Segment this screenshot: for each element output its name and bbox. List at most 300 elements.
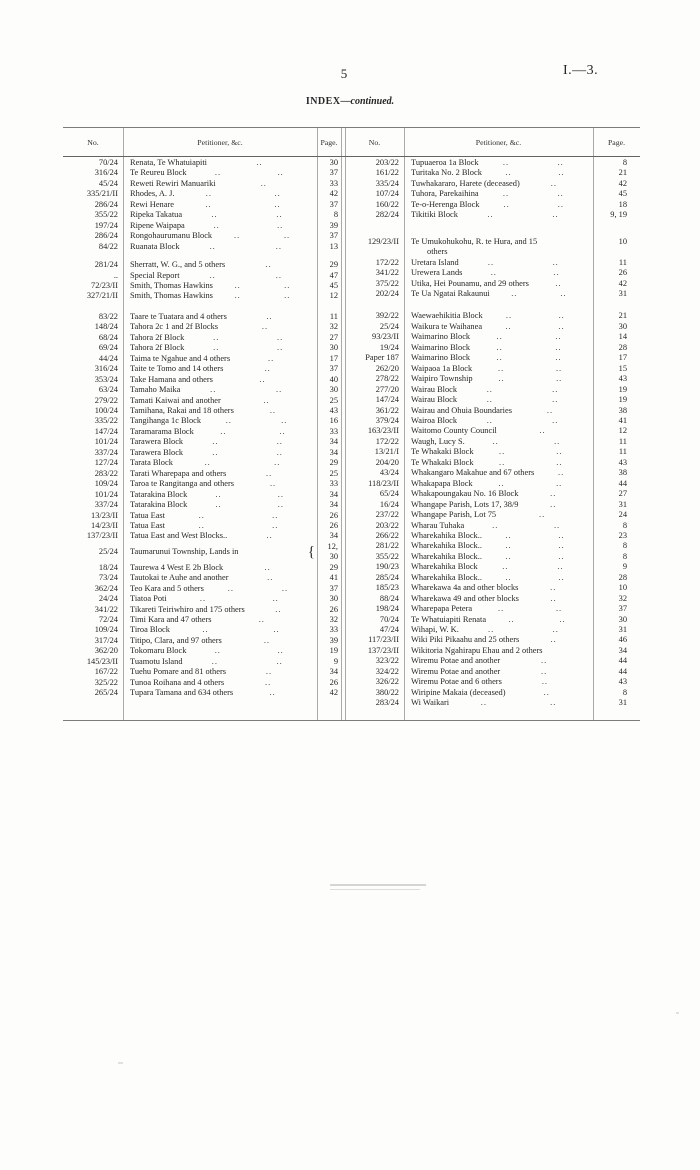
petitioner-name-cell [123,573,317,583]
leader-dots [470,343,588,353]
leader-dots [464,521,588,531]
petitioner-name-cell [123,584,317,594]
leader-dot-group: .. [558,468,565,478]
leader-dot-group: .. [505,530,512,540]
leader-dot-group: .. [256,158,263,167]
leader-dot-group: .. [558,168,565,178]
leader-dot-group: .. [550,635,557,645]
table-row [63,231,341,241]
petition-number: 70/24 [379,614,399,624]
table-row [345,573,640,583]
brace-glyph: { [307,543,315,560]
table-row [63,531,341,541]
page-ref: 42 [618,278,627,288]
leader-dots [234,406,312,416]
petition-number: 137/23/II [86,531,118,541]
petition-number: 148/24 [94,322,118,332]
petitioner-name: Smith, Thomas Hawkins [130,280,213,290]
leader-dots [213,291,312,301]
petition-number: 84/22 [98,241,118,251]
table-row [63,416,341,426]
table-row [63,179,341,189]
leader-dot-group: .. [559,614,566,624]
leader-dots [459,258,588,268]
page-ref: 26 [329,677,338,687]
leader-dots [174,189,312,199]
table-row [345,395,640,405]
petitioner-name: Whakapoungakau No. 16 Block [411,489,519,499]
petition-number: 72/23/II [91,280,118,290]
petitioner-name-cell [123,678,317,688]
leader-dot-group: .. [486,395,493,405]
page-ref: 26 [618,268,627,278]
leader-dot-group: .. [488,625,495,635]
table-row [345,489,640,499]
page-ref: 34 [618,645,627,655]
table-row [345,447,640,457]
petitioner-name-cell [404,268,593,278]
page-ref: 30 [329,158,338,167]
table-row [345,237,640,247]
petitioner-name: Te Ua Ngatai Rakaunui [411,288,490,298]
leader-dot-group: .. [213,343,220,353]
page-ref: 37 [329,364,338,374]
petition-number: 281/22 [375,541,399,551]
leader-dot-group: .. [541,656,548,666]
table-row [345,189,640,199]
table-row-continuation [345,247,640,257]
header-petitioner-right: Petitioner, &c. [475,137,522,147]
table-row [345,583,640,593]
petition-number: 277/20 [375,384,399,394]
page-ref: 19 [618,395,627,405]
leader-dot-group: .. [552,395,559,405]
table-row [63,168,341,178]
petitioner-name: Waimarino Block [411,332,471,342]
page-ref: 12, [327,541,338,551]
petition-number: 118/23/II [368,478,399,488]
page-ref: 30 [329,385,338,395]
petitioner-name-cell [404,615,593,625]
page-ref: 9, 19 [610,210,627,220]
leader-dot-group: .. [275,270,282,280]
leader-dot-group: .. [213,220,220,230]
leader-dot-group: .. [276,343,284,353]
leader-dots [180,271,312,281]
table-row [63,490,341,500]
petitioner-name-cell [404,158,593,168]
petitioner-name-cell [404,635,593,645]
table-body-right-half [345,158,640,709]
table-row [345,677,640,687]
leader-dots [457,385,588,395]
petitioner-name-continued: others [427,247,448,257]
petitioner-name-cell [404,479,593,489]
page-ref: 44 [618,656,627,666]
petitioner-name-cell [123,437,317,447]
petition-number: 198/24 [375,604,399,614]
leader-dots [212,615,312,625]
leader-dots [500,656,588,666]
petitioner-name-cell [123,281,317,291]
petition-number: 25/24 [98,546,118,556]
petitioner-name: Ripene Waipapa [130,220,185,230]
petition-number: 172/22 [375,257,399,267]
leader-dots [227,531,312,541]
table-row [63,479,341,489]
petitioner-name: Taima te Ngahue and 4 others [130,353,231,363]
leader-dot-group: .. [539,426,546,436]
leader-dots [482,168,588,178]
petitioner-name-cell [404,311,593,321]
page-ref: 26 [329,520,338,530]
page-ref: 8 [333,210,338,220]
page-ref: 29 [329,260,338,270]
table-row [63,343,341,353]
page-ref: 18 [618,199,627,209]
leader-dot-group: .. [274,189,281,199]
leader-dot-group: .. [277,646,284,656]
leader-dot-group: .. [212,447,219,457]
table-row [63,605,341,615]
petitioner-name: Te Whakaki Block [411,457,474,467]
leader-dot-group: .. [555,353,562,363]
petitioner-name: Te Whakaki Block [411,447,474,457]
leader-dots [474,458,588,468]
leader-dot-group: .. [558,551,565,561]
petition-number: 265/24 [94,688,118,698]
petitioner-name: Sherratt, W. G., and 5 others [130,260,226,270]
petitioner-name-cell [123,458,317,468]
petitioner-name-cell [404,521,593,531]
leader-dots [496,510,588,520]
petitioner-name-cell [123,511,317,521]
leader-dots [478,562,588,572]
petitioner-name: Wiki Piki Pikaahu and 25 others [411,635,520,645]
scan-speck [676,1012,679,1014]
petition-number: 161/22 [375,168,399,178]
leader-dots [479,200,588,210]
page-ref: 23 [618,530,627,540]
table-row [345,289,640,299]
petition-number: 129/23/II [367,236,399,246]
petition-number: 355/22 [375,551,399,561]
petitioner-name-cell [404,179,593,189]
leader-dots [183,437,312,447]
leader-dot-group: .. [555,332,562,342]
page-ref: 42 [329,688,338,698]
leader-dot-group: .. [487,210,494,220]
leader-dot-group: .. [556,457,563,467]
petitioner-name-cell [123,657,317,667]
petitioner-name: Tupuaeroa 1a Block [411,158,479,167]
index-table [63,127,640,721]
petitioner-name-cell [404,500,593,510]
leader-dot-group: .. [541,677,549,687]
page-ref: 17 [618,353,627,363]
page-ref: 39 [329,635,338,645]
page-ref: 43 [618,677,627,687]
page-ref: 32 [329,322,338,332]
scan-speck [118,1062,123,1064]
leader-dot-group: .. [269,479,277,489]
petition-number: 316/24 [94,168,118,178]
leader-dots [457,395,588,405]
petitioner-name-cell [404,200,593,210]
table-row [63,500,341,510]
leader-dot-group: .. [492,436,499,446]
leader-dots [490,289,588,299]
page-ref: 37 [329,199,338,209]
leader-dot-group: .. [209,241,216,251]
petitioner-name-cell [123,563,317,573]
petitioner-name-cell [123,322,317,332]
petition-number: 375/22 [375,278,399,288]
page-ref: 13 [329,241,338,251]
petitioner-name: Tatua East [130,520,165,530]
petitioner-name-cell [123,427,317,437]
leader-dot-group: .. [265,667,273,677]
petitioner-name-cell [404,604,593,614]
petitioner-name: Wairau Block [411,384,458,394]
leader-dots [482,541,588,551]
petitioner-name: Waipiro Township [411,374,473,384]
petitioner-name: Te Reureu Block [130,168,187,178]
petitioner-name-cell [404,594,593,604]
petitioner-name: Utika, Hei Pounamu, and 29 others [411,278,529,288]
table-row [63,312,341,322]
petition-number: 47/24 [379,625,399,635]
petition-number: 361/22 [375,405,399,415]
table-row [345,437,640,447]
leader-dot-group: .. [276,210,283,220]
leader-dots [227,312,312,322]
leader-dots [218,322,312,332]
leader-dots [170,625,312,635]
petition-number: 204/20 [375,457,399,467]
leader-dot-group: .. [555,604,563,614]
leader-dots [184,343,312,353]
table-row [345,500,640,510]
petition-number: 326/22 [375,677,399,687]
petition-number: 335/22 [94,416,118,426]
table-row [63,189,341,199]
petitioner-name: Uretara Island [411,257,459,267]
leader-dots [482,573,588,583]
leader-dot-group: .. [210,385,217,395]
table-row [345,521,640,531]
petitioner-name-cell [123,158,317,168]
petitioner-name-cell [404,677,593,687]
page-ref: 28 [618,572,627,582]
petitioner-name: Waitomo County Council [411,426,497,436]
leader-dot-group: .. [272,510,279,520]
petitioner-name: Rewi Henare [130,199,174,209]
petition-number: 285/24 [375,572,399,582]
leader-dots [512,406,588,416]
leader-dot-group: .. [550,489,557,499]
scan-smudge [330,889,420,890]
leader-dot-group: .. [558,321,565,331]
page-ref: 43 [329,405,338,415]
leader-dot-group: .. [215,489,222,499]
petitioner-name: Taramarama Block [130,426,194,436]
table-row [345,343,640,353]
petitioner-name: Reweti Rewiri Manuariki [130,178,216,188]
petitioner-name: Tiatoa Poti [130,594,167,604]
table-row [345,364,640,374]
petitioner-name-cell [123,625,317,635]
petition-number: 279/22 [94,395,118,405]
table-row [63,242,341,252]
leader-dots [185,221,312,231]
table-row [345,667,640,677]
table-row [63,281,341,291]
leader-dot-group: .. [505,311,513,321]
petition-number: 392/22 [375,311,399,321]
petition-number: 13/23/II [91,510,118,520]
table-row [345,200,640,210]
page-ref: 44 [618,666,627,676]
petition-number: 117/23/II [368,635,399,645]
page-ref: 37 [329,168,338,178]
leader-dots [473,479,588,489]
leader-dots [180,385,312,395]
page-ref: 24 [618,510,627,520]
petitioner-name-cell [404,552,593,562]
half-separator-line [341,128,342,721]
leader-dot-group: .. [272,594,279,604]
petitioner-name: Wharekawa 49 and other blocks [411,593,519,603]
header-no-left: No. [87,137,99,147]
leader-dot-group: .. [277,220,284,230]
page-ref: 39 [329,220,338,230]
page-ref: 42 [329,189,338,199]
petitioner-name-cell [404,698,593,708]
petitioner-name-cell [123,500,317,510]
table-row [63,469,341,479]
table-row [345,279,640,289]
leader-dots [165,521,312,531]
leader-dot-group: .. [555,363,563,373]
leader-dot-group: .. [556,478,563,488]
petitioner-name: Rhodes, A. J. [130,189,175,199]
petitioner-name-cell [123,354,317,364]
petition-number: 190/23 [375,562,399,572]
petitioner-name: Tupara Tamana and 634 others [130,688,234,698]
leader-dots [474,447,588,457]
petitioner-name-cell [123,231,317,241]
leader-dots [543,646,588,656]
page-ref: 29 [329,562,338,572]
petition-number: 283/24 [375,698,399,708]
petition-number: 283/22 [94,468,118,478]
petitioner-name: Tatua East [130,510,165,520]
page-ref: 10 [618,583,627,593]
leader-dot-group: .. [281,583,289,593]
leader-dots [462,268,588,278]
petition-number: 127/24 [94,458,118,468]
petitioner-name-cell [123,260,317,270]
index-title-continued: —continued. [340,96,395,107]
petitioner-name: Whakangaro Makahue and 67 others [411,468,535,478]
petition-number: 266/22 [375,530,399,540]
leader-dot-group: .. [275,385,283,395]
petitioner-name-cell [123,271,317,281]
table-row [63,688,341,698]
petitioner-name-cell [404,364,593,374]
leader-dots [194,427,312,437]
petitioner-name: Special Report [130,270,180,280]
petition-number: 167/22 [94,667,118,677]
petition-number: 379/24 [375,415,399,425]
petitioner-name: Wiremu Potae and 6 others [411,677,502,687]
table-row [345,562,640,572]
leader-dot-group: .. [498,478,505,488]
petition-number: 101/24 [94,437,118,447]
petitioner-name: Wiremu Potae and another [411,666,501,676]
leader-dot-group: .. [281,416,288,426]
leader-dot-group: .. [264,364,271,374]
petition-number: 88/24 [379,593,399,603]
petition-number: 380/22 [375,687,399,697]
leader-dot-group: .. [267,353,275,363]
page-ref: 34 [329,437,338,447]
table-row [63,210,341,220]
page-ref: 11 [618,436,627,446]
leader-dots [221,396,312,406]
leader-dot-group: .. [511,288,518,298]
table-row [345,168,640,178]
leader-dot-group: .. [552,415,559,425]
leader-dot-group: .. [211,656,218,666]
petition-number: 63/24 [98,385,118,395]
leader-dots [234,479,312,489]
leader-dot-group: .. [274,458,281,468]
petition-number: 325/22 [94,677,118,687]
table-row [345,594,640,604]
leader-dot-group: .. [284,280,291,290]
leader-dot-group: .. [225,416,232,426]
page-ref: 27 [618,489,627,499]
table-row [345,531,640,541]
header-no-right: No. [368,137,381,147]
leader-dot-group: .. [275,241,282,251]
table-row [345,698,640,708]
petition-number: 72/24 [98,615,118,625]
leader-dots [187,490,312,500]
header-page-left: Page. [320,137,338,147]
page-ref: 37 [329,231,338,241]
leader-dot-group: .. [492,520,499,530]
leader-dot-group: .. [276,656,283,666]
petition-number: 335/24 [375,178,399,188]
header-petitioner-left: Petitioner, &c. [197,137,243,147]
petition-number: 316/24 [94,364,118,374]
petitioner-name-cell [123,636,317,646]
leader-dots [216,179,312,189]
petition-number: 83/22 [98,311,118,321]
petitioner-name: Wharekahika Block.. [411,541,482,551]
leader-dots [182,210,312,220]
leader-dots [187,168,312,178]
leader-dots [482,531,588,541]
petition-number: 203/22 [375,158,399,167]
page-ref: 19 [329,646,338,656]
leader-dot-group: .. [214,646,221,656]
leader-dot-group: .. [557,189,564,199]
page-ref: 17 [329,353,338,363]
